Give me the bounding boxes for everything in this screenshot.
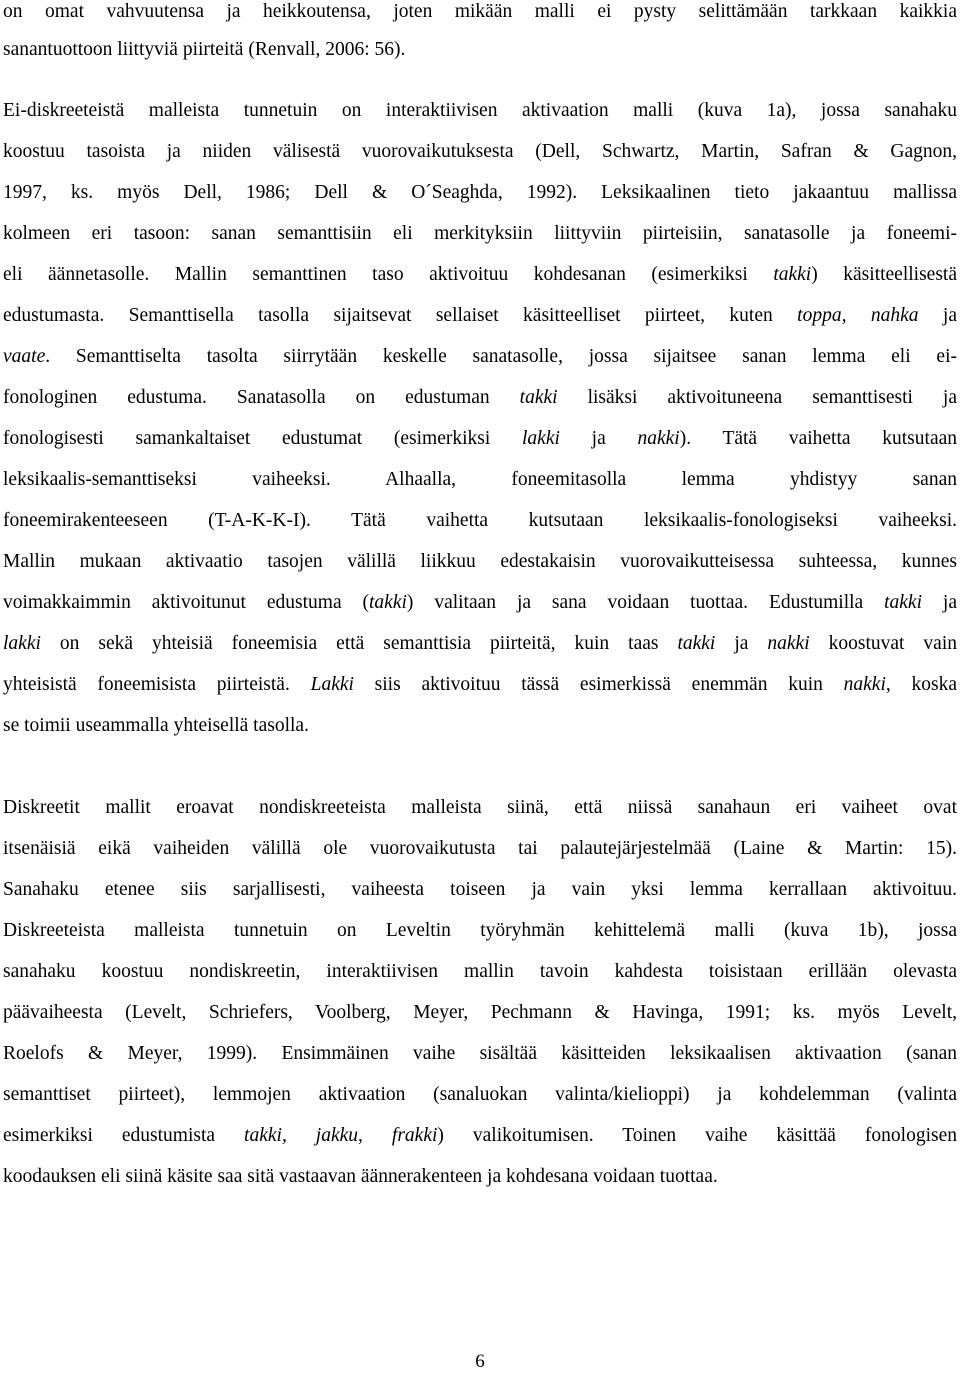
- paragraph-3-line-4: Diskreeteista malleista tunnetuin on Leveltin työryhmän kehittelemä malli (kuva 1b), jossa: [3, 920, 957, 941]
- paragraph-2-line-8: fonologinen edustuma. Sanatasolla on edustuman takki lisäksi aktivoituneena semanttisesti ja: [3, 387, 958, 408]
- paragraph-2-line-13: voimakkaimmin aktivoitunut edustuma (takki) valitaan ja sana voidaan tuottaa. Edustumilla takki ja: [3, 592, 957, 613]
- paragraph-2-line-10: leksikaalis-semanttiseksi vaiheeksi. Alhaalla, foneemitasolla lemma yhdistyy sanan: [3, 469, 957, 490]
- paragraph-3-line-7: Roelofs & Meyer, 1999). Ensimmäinen vaihe sisältää käsitteiden leksikaalisen aktivaation (sanan: [3, 1043, 957, 1064]
- paragraph-3-line-1: Diskreetit mallit eroavat nondiskreeteista malleista siinä, että niissä sanahaun eri vaiheet ovat: [3, 797, 957, 818]
- paragraph-2-line-9: fonologisesti samankaltaiset edustumat (esimerkiksi lakki ja nakki). Tätä vaihetta kutsutaan: [3, 428, 958, 449]
- paragraph-3-line-8: semanttiset piirteet), lemmojen aktivaation (sanaluokan valinta/kielioppi) ja kohdelemman (valinta: [3, 1084, 957, 1105]
- paragraph-2-line-3: 1997, ks. myös Dell, 1986; Dell & O´Seaghda, 1992). Leksikaalinen tieto jakaantuu mallissa: [3, 182, 957, 203]
- paragraph-2-line-12: Mallin mukaan aktivaatio tasojen välillä liikkuu edestakaisin vuorovaikutteisessa suhteessa, kunnes: [3, 551, 957, 572]
- paragraph-2-line-2: koostuu tasoista ja niiden välisestä vuorovaikutuksesta (Dell, Schwartz, Martin, Safran & Gagnon,: [3, 141, 957, 162]
- paragraph-3-line-5: sanahaku koostuu nondiskreetin, interaktiivisen mallin tavoin kahdesta toisistaan erillään olevasta: [3, 961, 957, 982]
- paragraph-2-line-14: lakki on sekä yhteisiä foneemisia että semanttisia piirteitä, kuin taas takki ja nakki koostuvat vain: [3, 633, 958, 654]
- paragraph-2-line-15: yhteisistä foneemisista piirteistä. Lakki siis aktivoituu tässä esimerkissä enemmän kuin nakki, koska: [3, 674, 957, 695]
- paragraph-3-line-9: esimerkiksi edustumista takki, jakku, frakki) valikoitumisen. Toinen vaihe käsittää fonologisen: [3, 1125, 957, 1146]
- paragraph-2-line-16: se toimii useammalla yhteisellä tasolla.: [3, 715, 309, 736]
- paragraph-2-line-6: edustumasta. Semanttisella tasolla sijaitsevat sellaiset käsitteelliset piirteet, kuten toppa, nahka ja: [3, 305, 958, 326]
- page-number: 6: [475, 1351, 485, 1372]
- paragraph-2-line-7: vaate. Semanttiselta tasolta siirrytään keskelle sanatasolle, jossa sijaitsee sanan lemma eli ei-: [3, 346, 957, 367]
- paragraph-2-line-1: Ei-diskreeteistä malleista tunnetuin on interaktiivisen aktivaation malli (kuva 1a), jossa sanahaku: [3, 100, 957, 121]
- paragraph-3-line-3: Sanahaku etenee siis sarjallisesti, vaiheesta toiseen ja vain yksi lemma kerrallaan aktivoituu.: [3, 879, 957, 900]
- paragraph-1-line-1: on omat vahvuutensa ja heikkoutensa, joten mikään malli ei pysty selittämään tarkkaan kaikkia: [3, 1, 957, 22]
- paragraph-3-line-6: päävaiheesta (Levelt, Schriefers, Voolberg, Meyer, Pechmann & Havinga, 1991; ks. myös Levelt,: [3, 1002, 957, 1023]
- paragraph-2-line-4: kolmeen eri tasoon: sanan semanttisiin eli merkityksiin liittyviin piirteisiin, sanatasolle ja foneemi-: [3, 223, 957, 244]
- paragraph-2-line-11: foneemirakenteeseen (T-A-K-K-I). Tätä vaihetta kutsutaan leksikaalis-fonologiseksi vaiheeksi.: [3, 510, 957, 531]
- paragraph-1-line-2: sanantuottoon liittyviä piirteitä (Renvall, 2006: 56).: [3, 39, 406, 60]
- paragraph-2-line-5: eli äännetasolle. Mallin semanttinen taso aktivoituu kohdesanan (esimerkiksi takki) käsitteellisestä: [3, 264, 957, 285]
- paragraph-3-line-2: itsenäisiä eikä vaiheiden välillä ole vuorovaikutusta tai palautejärjestelmää (Laine & Martin: 15).: [3, 838, 957, 859]
- paragraph-3-line-10: koodauksen eli siinä käsite saa sitä vastaavan äännerakenteen ja kohdesana voidaan tuottaa.: [3, 1166, 718, 1187]
